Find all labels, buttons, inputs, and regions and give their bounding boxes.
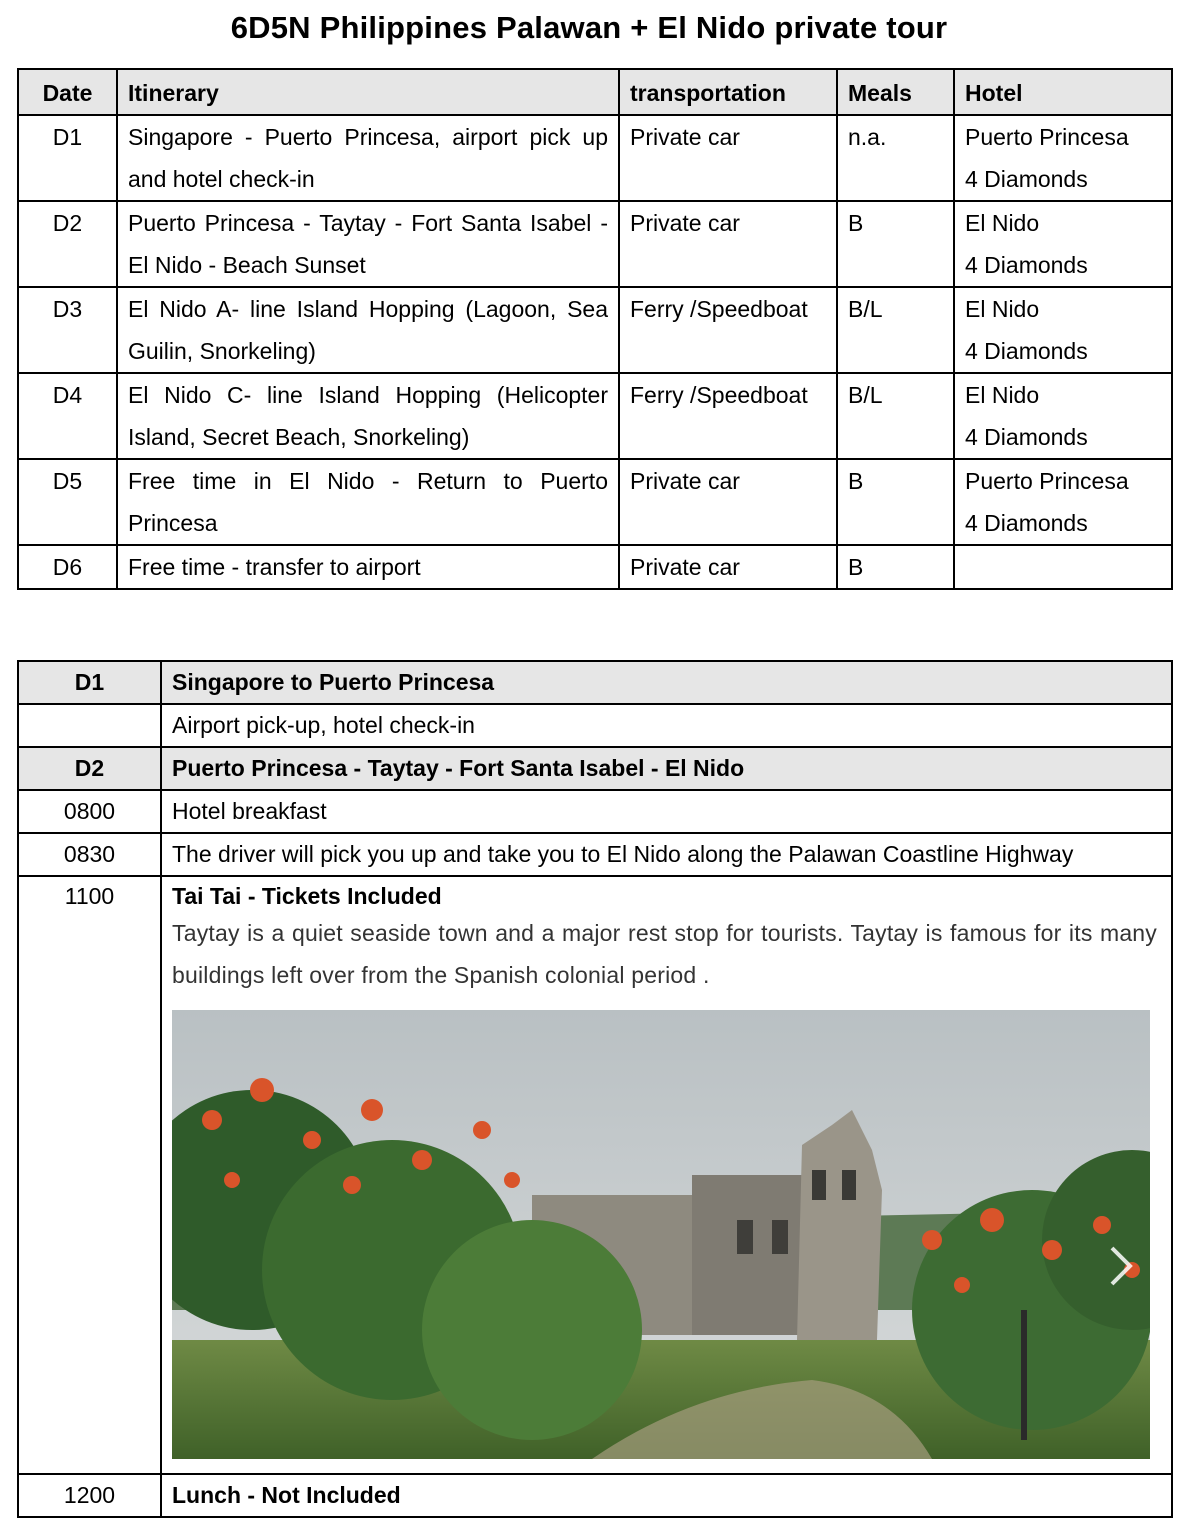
activity-cell (161, 1474, 1172, 1517)
cell-meals: B/L (837, 373, 954, 459)
hotel-name: El Nido (965, 296, 1040, 322)
day-header-row (18, 747, 1172, 790)
table-row (18, 287, 1172, 373)
cell-date: D1 (18, 115, 117, 201)
cell-date: D6 (18, 545, 117, 589)
cell-transport: Ferry /Speedboat (619, 373, 837, 459)
hotel-rating: 4 Diamonds (965, 338, 1088, 364)
taytay-church-ruins-photo (172, 1010, 1150, 1459)
table-row (18, 201, 1172, 287)
table-row (18, 459, 1172, 545)
cell-itinerary: Free time in El Nido - Return to Puerto Princesa (117, 459, 619, 545)
page-title: 6D5N Philippines Palawan + El Nido private tour (230, 10, 948, 45)
activity-cell: Airport pick-up, hotel check-in (161, 704, 1172, 747)
hotel-rating: 4 Diamonds (965, 252, 1088, 278)
time-cell (18, 704, 161, 747)
cell-itinerary: El Nido C- line Island Hopping (Helicopter Island, Secret Beach, Snorkeling) (117, 373, 619, 459)
column-header-itinerary: Itinerary (117, 69, 619, 115)
cell-hotel (954, 201, 1172, 287)
daily-detail-table (17, 660, 1173, 1518)
hotel-rating: 4 Diamonds (965, 424, 1088, 450)
cell-transport: Ferry /Speedboat (619, 287, 837, 373)
column-header-date: Date (18, 69, 117, 115)
cell-transport: Private car (619, 201, 837, 287)
cell-transport: Private car (619, 459, 837, 545)
cell-meals: B (837, 545, 954, 589)
activity-cell: Hotel breakfast (161, 790, 1172, 833)
cell-transport: Private car (619, 545, 837, 589)
hotel-name: El Nido (965, 382, 1040, 408)
column-header-transportation: transportation (619, 69, 837, 115)
cell-itinerary: El Nido A- line Island Hopping (Lagoon, Sea Guilin, Snorkeling) (117, 287, 619, 373)
cell-hotel (954, 115, 1172, 201)
hotel-name: El Nido (965, 210, 1040, 236)
cell-meals: B/L (837, 287, 954, 373)
activity-title: Tai Tai - Tickets Included (172, 883, 442, 909)
cell-itinerary: Singapore - Puerto Princesa, airport pick up and hotel check-in (117, 115, 619, 201)
cell-date: D3 (18, 287, 117, 373)
hotel-name: Puerto Princesa (965, 124, 1129, 150)
hotel-rating: 4 Diamonds (965, 510, 1088, 536)
time-cell: 0830 (18, 833, 161, 876)
cell-hotel (954, 545, 1172, 589)
itinerary-summary-table (17, 68, 1173, 590)
table-header-row (18, 69, 1172, 115)
day-title: Puerto Princesa - Taytay - Fort Santa Isabel - El Nido (161, 747, 1172, 790)
cell-itinerary: Puerto Princesa - Taytay - Fort Santa Isabel - El Nido - Beach Sunset (117, 201, 619, 287)
cell-itinerary: Free time - transfer to airport (117, 545, 619, 589)
cell-meals: B (837, 459, 954, 545)
column-header-meals: Meals (837, 69, 954, 115)
cell-meals: B (837, 201, 954, 287)
activity-cell (161, 876, 1172, 1474)
hotel-name: Puerto Princesa (965, 468, 1129, 494)
table-row (18, 790, 1172, 833)
cell-date: D5 (18, 459, 117, 545)
table-row (18, 1474, 1172, 1517)
cell-date: D4 (18, 373, 117, 459)
day-title: Singapore to Puerto Princesa (161, 661, 1172, 704)
column-header-hotel: Hotel (954, 69, 1172, 115)
table-row (18, 704, 1172, 747)
time-cell: 1100 (18, 876, 161, 1474)
day-header-row (18, 661, 1172, 704)
table-row (18, 115, 1172, 201)
cell-hotel (954, 287, 1172, 373)
time-cell: 1200 (18, 1474, 161, 1517)
cell-meals: n.a. (837, 115, 954, 201)
activity-title: Lunch - Not Included (172, 1482, 401, 1508)
time-cell: 0800 (18, 790, 161, 833)
activity-cell: The driver will pick you up and take you to El Nido along the Palawan Coastline Highway (161, 833, 1172, 876)
cell-hotel (954, 373, 1172, 459)
table-row (18, 876, 1172, 1474)
cell-hotel (954, 459, 1172, 545)
cell-date: D2 (18, 201, 117, 287)
table-row (18, 833, 1172, 876)
day-label: D2 (18, 747, 161, 790)
cell-transport: Private car (619, 115, 837, 201)
hotel-rating: 4 Diamonds (965, 166, 1088, 192)
activity-description: Taytay is a quiet seaside town and a major rest stop for tourists. Taytay is famous for its many buildings left over from the Spanish colonial period . (172, 920, 1157, 988)
table-row (18, 545, 1172, 589)
table-row (18, 373, 1172, 459)
day-label: D1 (18, 661, 161, 704)
